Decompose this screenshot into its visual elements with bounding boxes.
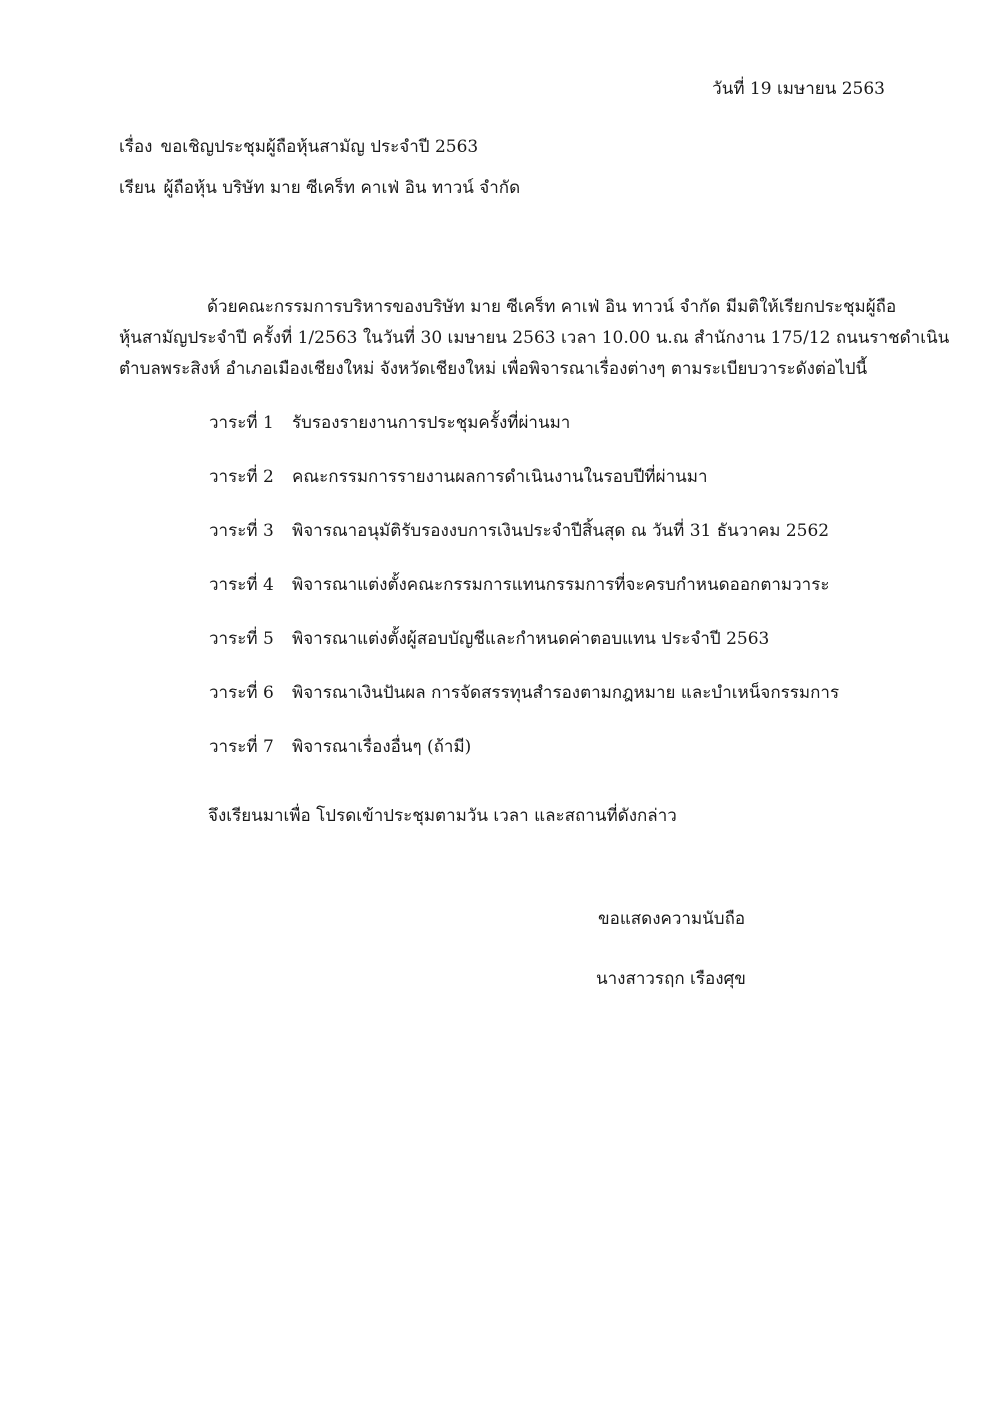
agenda-item (209, 628, 769, 650)
body-line: ด้วยคณะกรรมการบริหารของบริษัท มาย ซีเคร็ท คาเฟ่ อิน ทาวน์ จำกัด มีมติให้เรียกประชุมผู้ถือ (207, 297, 897, 317)
regards-line: ขอแสดงความนับถือ (598, 909, 746, 929)
agenda-text: พิจารณาแต่งตั้งคณะกรรมการแทนกรรมการที่จะครบกำหนดออกตามวาระ (292, 575, 830, 595)
body-line: หุ้นสามัญประจำปี ครั้งที่ 1/2563 ในวันที่ 30 เมษายน 2563 เวลา 10.00 น.ณ สำนักงาน 175/12 ถนนราชดำเนิน (119, 328, 950, 348)
body-line: ตำบลพระสิงห์ อำเภอเมืองเชียงใหม่ จังหวัดเชียงใหม่ เพื่อพิจารณาเรื่องต่างๆ ตามระเบียบวาระดังต่อไปนี้ (119, 359, 868, 379)
agenda-number: วาระที่ 4 (209, 575, 274, 595)
agenda-item (209, 466, 708, 488)
agenda-number: วาระที่ 1 (209, 413, 274, 433)
agenda-item (209, 736, 471, 758)
agenda-number: วาระที่ 7 (209, 737, 274, 757)
agenda-text: พิจารณาเงินปันผล การจัดสรรทุนสำรองตามกฎหมาย และบำเหน็จกรรมการ (292, 683, 840, 703)
agenda-number: วาระที่ 2 (209, 467, 274, 487)
agenda-number: วาระที่ 3 (209, 521, 274, 541)
subject-line (119, 136, 478, 158)
letter-date: วันที่ 19 เมษายน 2563 (712, 79, 885, 99)
agenda-number: วาระที่ 6 (209, 683, 274, 703)
recipient-label: เรียน (119, 178, 156, 198)
body-paragraph (119, 292, 950, 385)
recipient-text: ผู้ถือหุ้น บริษัท มาย ซีเคร็ท คาเฟ่ อิน ทาวน์ จำกัด (163, 178, 521, 198)
agenda-number: วาระที่ 5 (209, 629, 274, 649)
agenda-text: รับรองรายงานการประชุมครั้งที่ผ่านมา (292, 413, 571, 433)
agenda-text: พิจารณาแต่งตั้งผู้สอบบัญชีและกำหนดค่าตอบแทน ประจำปี 2563 (292, 629, 770, 649)
agenda-text: พิจารณาอนุมัติรับรองงบการเงินประจำปีสิ้นสุด ณ วันที่ 31 ธันวาคม 2562 (292, 521, 830, 541)
agenda-item (209, 574, 829, 596)
agenda-item (209, 412, 570, 434)
subject-label: เรื่อง (119, 137, 153, 157)
agenda-item (209, 682, 839, 704)
signer-name: นางสาวรฤก เรืองศุข (596, 969, 746, 989)
agenda-item (209, 520, 829, 542)
recipient-line (119, 177, 520, 199)
closing-sentence: จึงเรียนมาเพื่อ โปรดเข้าประชุมตามวัน เวลา และสถานที่ดังกล่าว (208, 806, 677, 826)
agenda-text: พิจารณาเรื่องอื่นๆ (ถ้ามี) (292, 737, 472, 757)
subject-text: ขอเชิญประชุมผู้ถือหุ้นสามัญ ประจำปี 2563 (160, 137, 479, 157)
agenda-text: คณะกรรมการรายงานผลการดำเนินงานในรอบปีที่ผ่านมา (292, 467, 708, 487)
